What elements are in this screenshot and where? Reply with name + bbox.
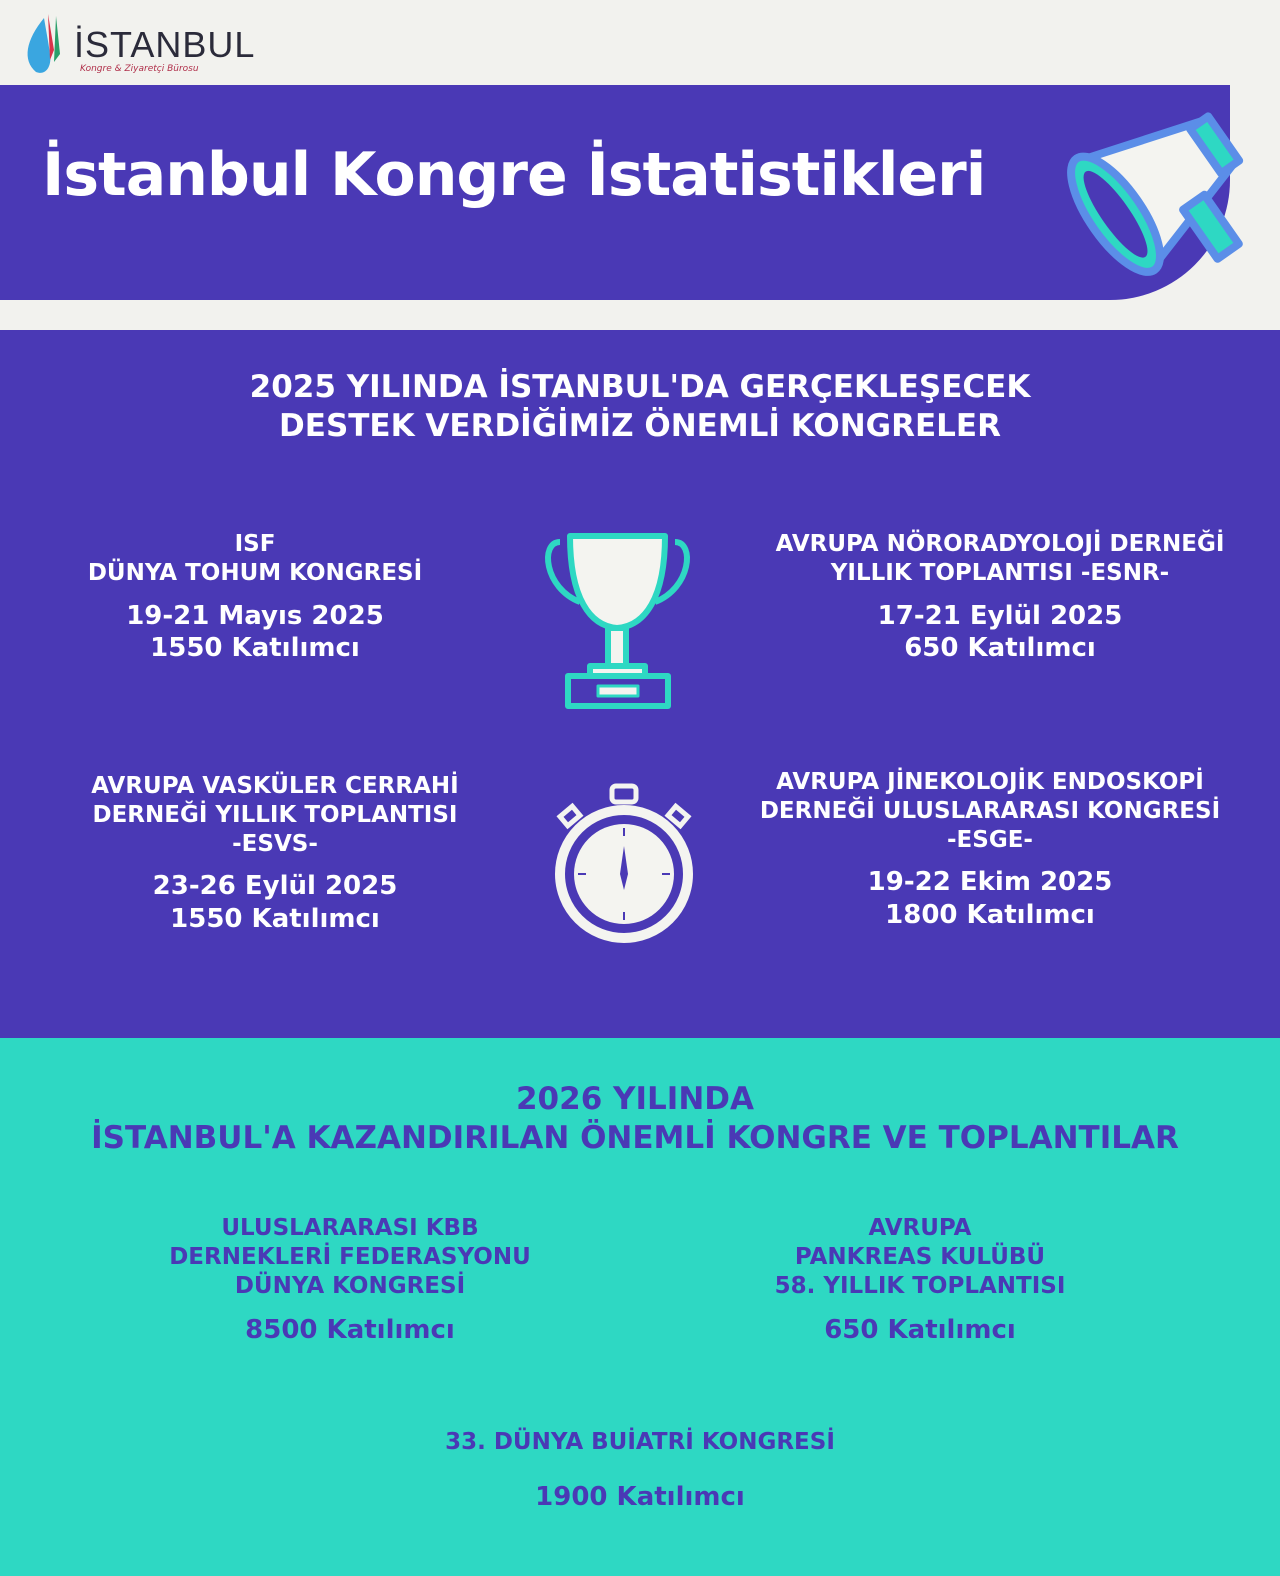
section-2026-heading: 2026 YILINDA İSTANBUL'A KAZANDIRILAN ÖNEMLİ KONGRE VE TOPLANTILAR: [91, 1081, 1179, 1156]
event-card: ISF DÜNYA TOHUM KONGRESİ 19-21 Mayıs 2025 1550 Katılımcı: [87, 531, 423, 663]
logo-wordmark: İSTANBUL: [74, 24, 256, 65]
event-card: AVRUPA PANKREAS KULÜBÜ 58. YILLIK TOPLANTISI 650 Katılımcı: [774, 1215, 1066, 1346]
stopwatch-icon: [552, 782, 697, 950]
trophy-icon: [540, 528, 695, 713]
event-card: AVRUPA JİNEKOLOJİK ENDOSKOPİ DERNEĞİ ULUSLARARASI KONGRESİ -ESGE- 19-22 Ekim 2025 1800 Katılımcı: [759, 769, 1221, 930]
event-card: AVRUPA VASKÜLER CERRAHİ DERNEĞİ YILLIK TOPLANTISI -ESVS- 23-26 Eylül 2025 1550 Katılımcı: [91, 773, 459, 934]
megaphone-icon: [1060, 50, 1280, 310]
logo-subtitle: Kongre & Ziyaretçi Bürosu: [80, 64, 199, 74]
tulip-logo-icon: [22, 10, 72, 76]
event-card: ULUSLARARASI KBB DERNEKLERİ FEDERASYONU DÜNYA KONGRESİ 8500 Katılımcı: [169, 1215, 531, 1346]
event-card: 33. DÜNYA BUİATRİ KONGRESİ 1900 Katılımcı: [445, 1429, 835, 1512]
page-title: İstanbul Kongre İstatistikleri: [42, 140, 986, 210]
section-2025-heading: 2025 YILINDA İSTANBUL'DA GERÇEKLEŞECEK DESTEK VERDİĞİMİZ ÖNEMLİ KONGRELER: [249, 369, 1031, 444]
event-card: AVRUPA NÖRORADYOLOJİ DERNEĞİ YILLIK TOPLANTISI -ESNR- 17-21 Eylül 2025 650 Katılımcı: [775, 531, 1225, 663]
